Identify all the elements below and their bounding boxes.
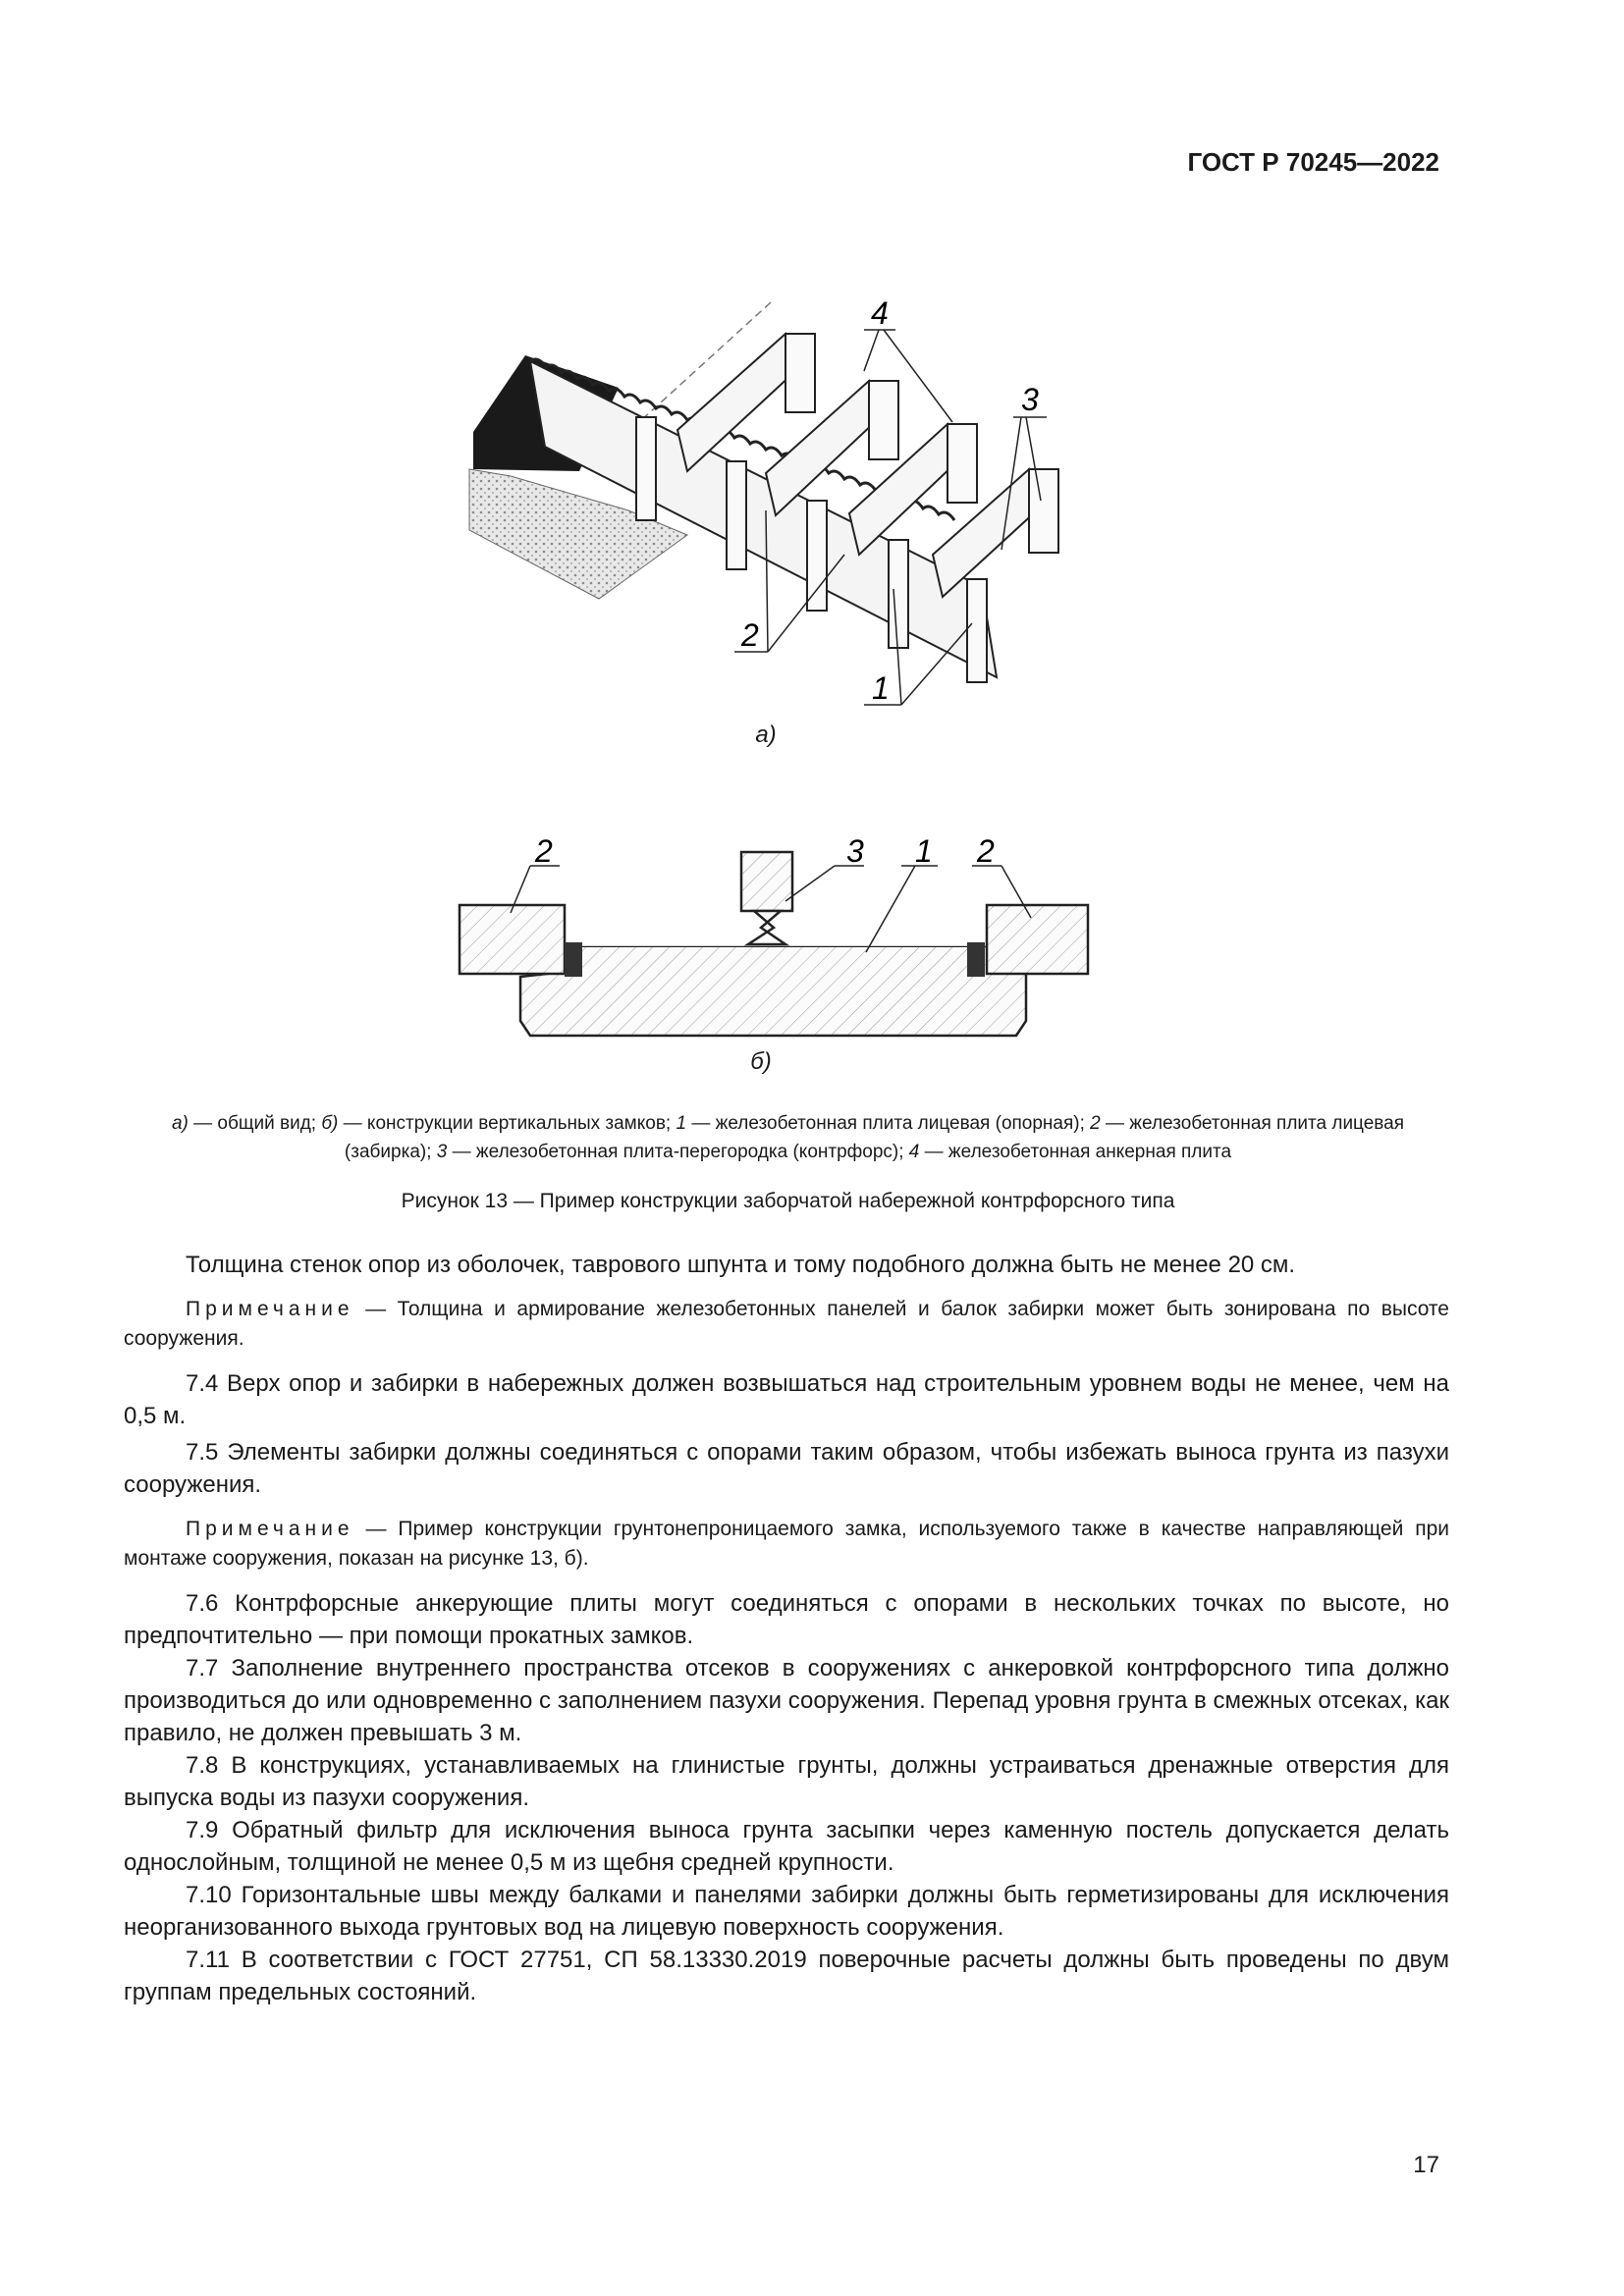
note-2-label: Примечание — [186, 1518, 354, 1540]
page-number: 17 — [1413, 2152, 1439, 2178]
lagging-block-right — [987, 905, 1088, 974]
callout-b-2-left: 2 — [535, 833, 553, 869]
note-2-text: — Пример конструкции грунтонепроницаемого замка, используемого также в качестве направляющей при монтаже сооружения, показан на рисунке 13, б). — [124, 1518, 1449, 1570]
figure-legend — [128, 1109, 1448, 1166]
legend-key-1: 1 — [676, 1113, 687, 1134]
paragraph-7-11: 7.11 В соответствии с ГОСТ 27751, СП 58.13330.2019 поверочные расчеты должны быть проведены по двум группам предельных состояний. — [124, 1947, 1449, 2005]
note-1-text: — Толщина и армирование железобетонных панелей и балок забирки может быть зонирована по высоте сооружения. — [124, 1298, 1449, 1350]
figure-b-label: б) — [750, 1048, 772, 1075]
legend-key-b: б) — [321, 1113, 339, 1134]
legend-text-b: — конструкции вертикальных замков; — [338, 1113, 677, 1134]
note-1-label: Примечание — [186, 1298, 354, 1320]
legend-text-a: — общий вид; — [188, 1113, 322, 1134]
paragraph-7-5: 7.5 Элементы забирки должны соединяться с опорами таким образом, чтобы избежать выноса грунта из пазухи сооружения. — [124, 1439, 1449, 1498]
standard-designation: ГОСТ Р 70245—2022 — [1187, 147, 1439, 177]
buttress-section — [741, 852, 792, 911]
callout-1: 1 — [872, 670, 890, 706]
note-2 — [124, 1515, 1449, 1574]
buttress-lock — [748, 911, 785, 944]
paragraph-7-10: 7.10 Горизонтальные швы между балками и панелями забирки должны быть герметизированы для исключения неорганизованного выхода грунтовых вод на лицевую поверхность сооружения. — [124, 1882, 1449, 1941]
legend-text-4: — железобетонная анкерная плита — [919, 1142, 1232, 1162]
body-text — [124, 1249, 1449, 2008]
callout-b-2-right: 2 — [977, 833, 995, 869]
lock-seal-right — [967, 942, 985, 977]
paragraph-7-4: 7.4 Верх опор и забирки в набережных должен возвышаться над строительным уровнем воды не менее, чем на 0,5 м. — [124, 1370, 1449, 1429]
callout-2: 2 — [741, 617, 759, 653]
paragraph-7-6: 7.6 Контрфорсные анкерующие плиты могут соединяться с опорами в нескольких точках по высоте, но предпочтительно — при помощи прокатных замков. — [124, 1590, 1449, 1649]
callout-b-1: 1 — [915, 833, 933, 869]
lock-seal-left — [565, 942, 582, 977]
lagging-block-left — [460, 905, 565, 974]
callout-3: 3 — [1021, 382, 1039, 417]
figure-a-label: а) — [755, 721, 777, 748]
legend-text-2: — железобетонная плита лицевая (забирка); — [344, 1113, 1405, 1162]
callout-b-3: 3 — [846, 833, 864, 869]
callout-4: 4 — [871, 295, 889, 331]
paragraph-7-9: 7.9 Обратный фильтр для исключения выноса грунта засыпки через каменную постель допускается делать однослойным, толщиной не менее 0,5 м из щебня средней крупности. — [124, 1817, 1449, 1876]
figure-b-lock-section — [447, 829, 1110, 1045]
figure-caption: Рисунок 13 — Пример конструкции заборчатой набережной контрфорсного типа — [401, 1190, 1175, 1212]
paragraph-7-8: 7.8 В конструкциях, устанавливаемых на глинистые грунты, должны устраиваться дренажные отверстия для выпуска воды из пазухи сооружения. — [124, 1752, 1449, 1811]
legend-text-3: — железобетонная плита-перегородка (контрфорс); — [447, 1142, 909, 1162]
note-1 — [124, 1295, 1449, 1354]
legend-key-2: 2 — [1090, 1113, 1101, 1134]
paragraph-wall-thickness: Толщина стенок опор из оболочек, таврового шпунта и тому подобного должна быть не менее 20 см. — [186, 1252, 1296, 1278]
legend-key-4: 4 — [908, 1142, 920, 1162]
legend-text-1: — железобетонная плита лицевая (опорная); — [686, 1113, 1091, 1134]
legend-key-a: а) — [171, 1113, 189, 1134]
legend-key-3: 3 — [436, 1142, 448, 1162]
paragraph-7-7: 7.7 Заполнение внутреннего пространства отсеков в сооружениях с анкеровкой контрфорсного типа должно производиться до или одновременно с заполнением пазухи сооружения. Перепад уровня грунта в смежных отсеках, как правило, не должен превышать 3 м. — [124, 1655, 1449, 1746]
figure-a-general-view — [461, 285, 1149, 707]
